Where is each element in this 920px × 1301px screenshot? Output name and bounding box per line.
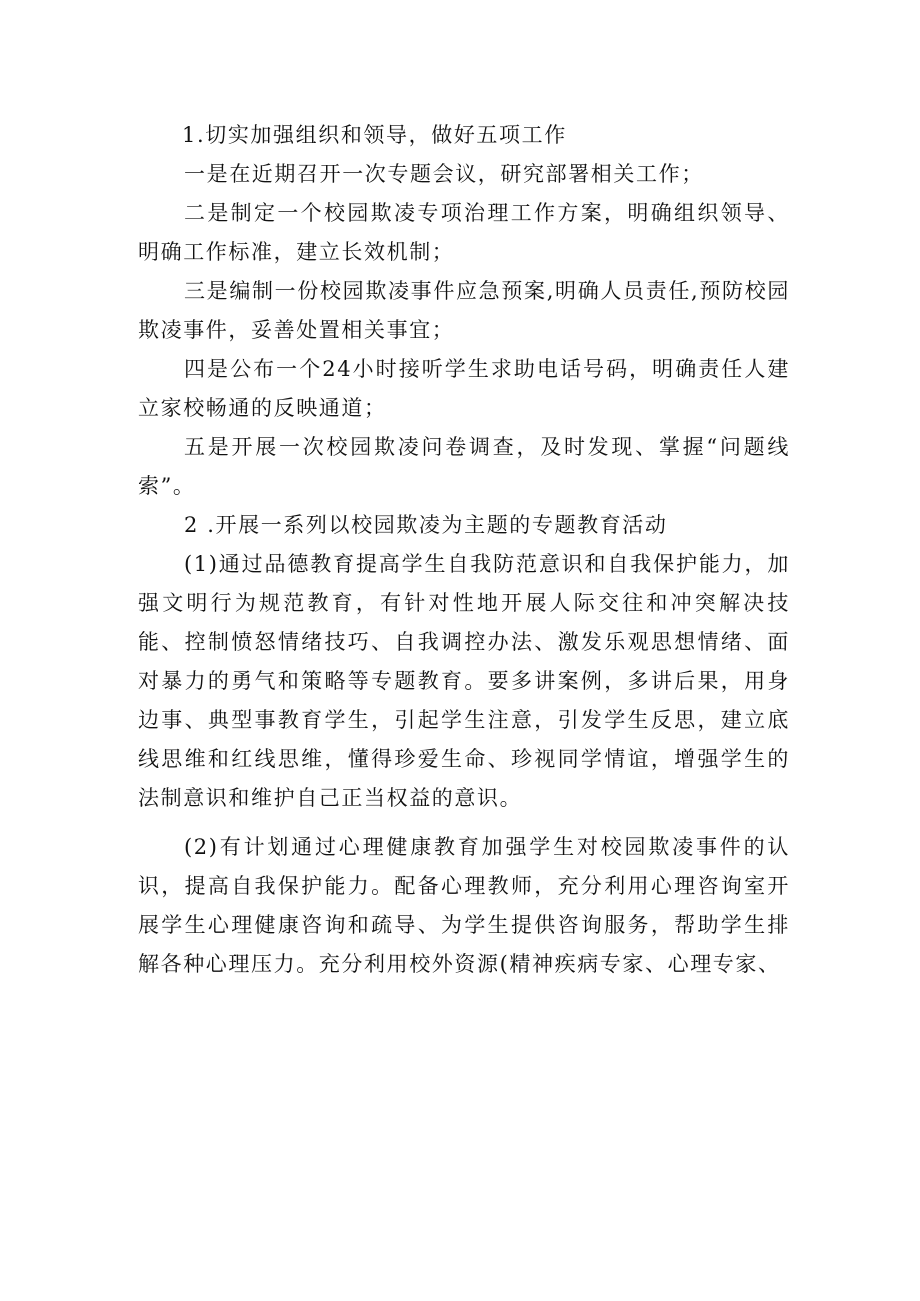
document-body <box>138 116 790 984</box>
paragraph-item-4: 四是公布一个24小时接听学生求助电话号码，明确责任人建立家校畅通的反映通道； <box>138 357 790 420</box>
section-heading-1: 1.切实加强组织和领导，做好五项工作 <box>182 123 567 147</box>
section-heading-2: 2 .开展一系列以校园欺凌为主题的专题教育活动 <box>184 513 668 537</box>
paragraph-moral-education: (1)通过品德教育提高学生自我防范意识和自我保护能力，加强文明行为规范教育，有针对性地开展人际交往和冲突解决技能、控制愤怒情绪技巧、自我调控办法、激发乐观思想情绪、面对暴力的勇气和策略等专题教育。要多讲案例，多讲后果，用身边事、典型事教育学生，引起学生注意，引发学生反思，建立底线思维和红线思维，懂得珍爱生命、珍视同学情谊，增强学生的法制意识和维护自己正当权益的意识。 <box>138 552 790 810</box>
paragraph-item-3: 三是编制一份校园欺凌事件应急预案,明确人员责任,预防校园欺凌事件，妥善处置相关事宜； <box>138 279 790 342</box>
paragraph-item-5: 五是开展一次校园欺凌问卷调查，及时发现、掌握“问题线索”。 <box>138 435 790 498</box>
paragraph-mental-health-education: (2)有计划通过心理健康教育加强学生对校园欺凌事件的认识，提高自我保护能力。配备心理教师，充分利用心理咨询室开展学生心理健康咨询和疏导、为学生提供咨询服务，帮助学生排解各种心理压力。充分利用校外资源(精神疾病专家、心理专家、 <box>138 835 790 976</box>
paragraph-item-1: 一是在近期召开一次专题会议，研究部署相关工作； <box>184 162 704 186</box>
paragraph-item-2: 二是制定一个校园欺凌专项治理工作方案，明确组织领导、明确工作标准，建立长效机制； <box>138 201 790 264</box>
